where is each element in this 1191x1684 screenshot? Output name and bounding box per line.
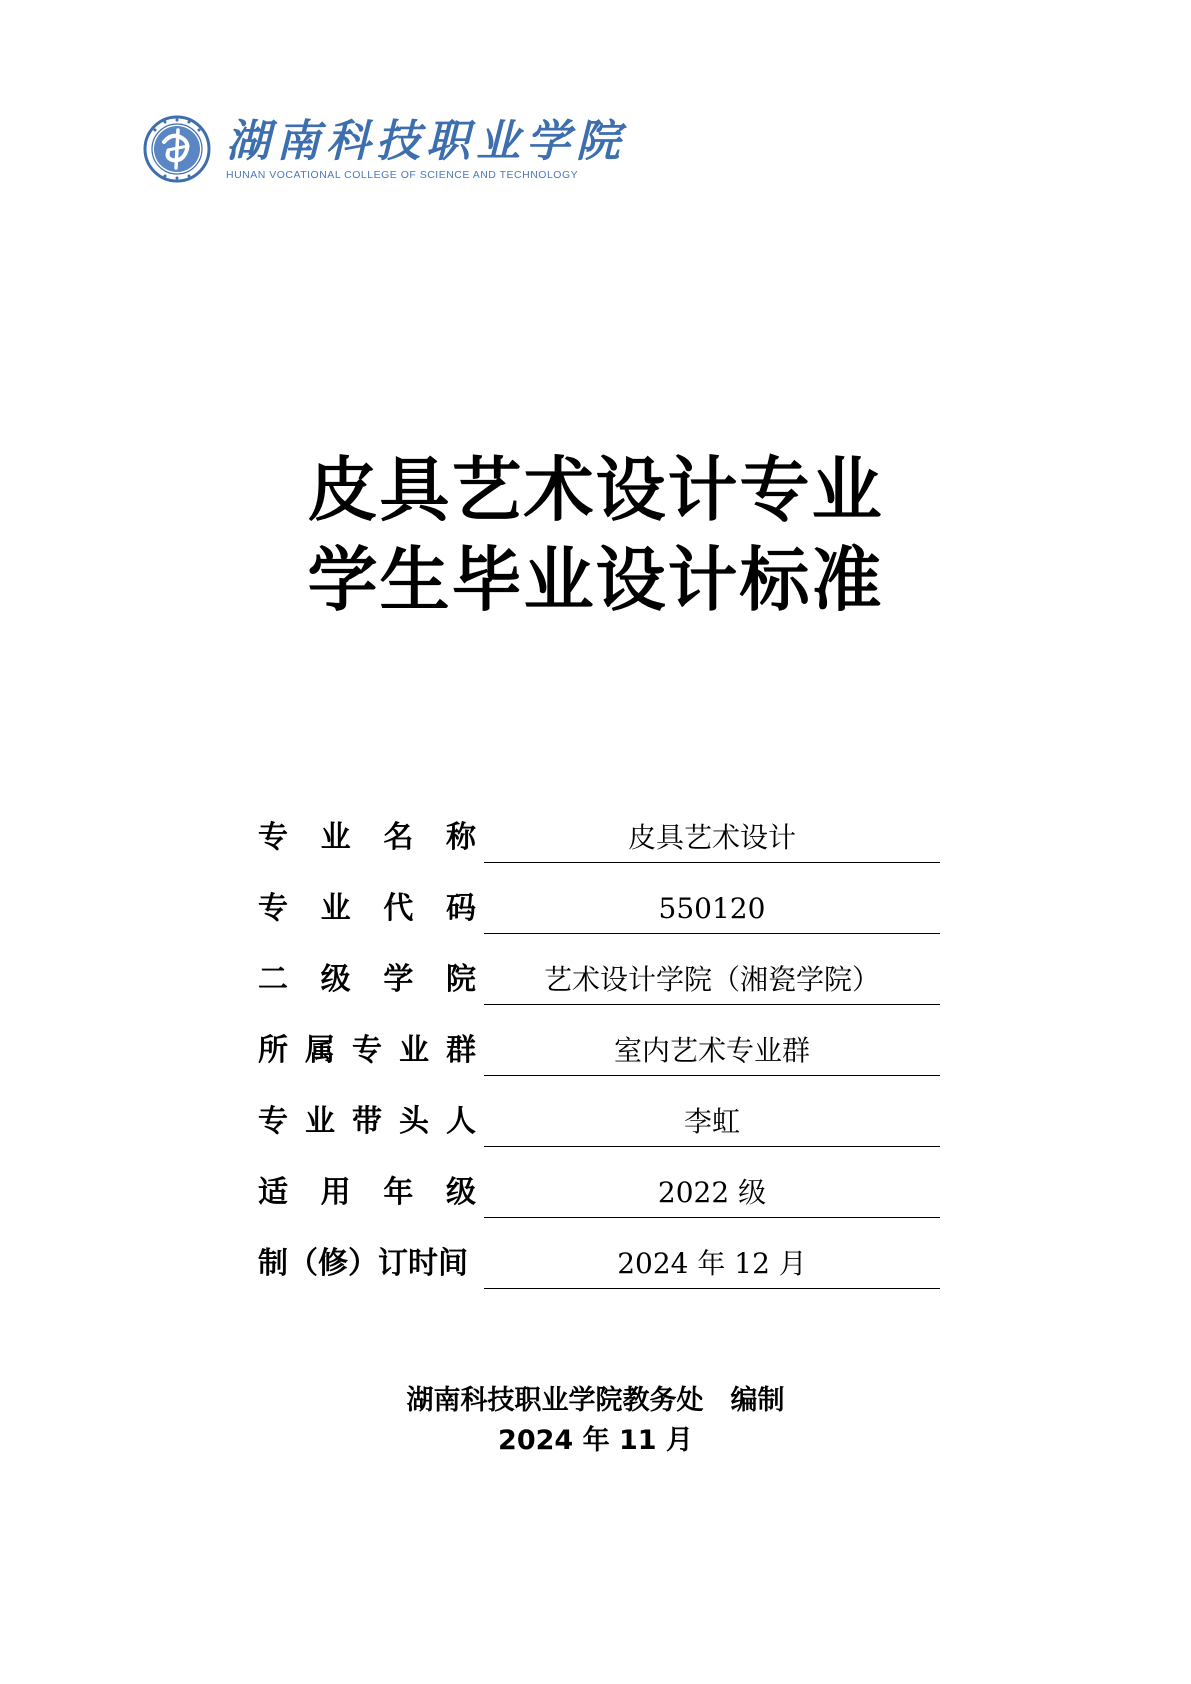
info-label — [258, 1031, 476, 1071]
info-value: 2022 级 — [484, 1173, 940, 1218]
info-label-char: 属 — [305, 1033, 335, 1068]
info-label-char: 年 — [383, 1175, 414, 1210]
info-label-char: 学 — [383, 962, 414, 997]
college-name-en: HUNAN VOCATIONAL COLLEGE OF SCIENCE AND TECHNOLOGY — [226, 169, 579, 181]
issue-date: 2024 年 11 月 — [498, 1425, 693, 1456]
info-label-char: 人 — [446, 1104, 476, 1139]
college-logo-text — [226, 117, 626, 181]
info-label — [258, 1102, 476, 1142]
info-label-char: 群 — [446, 1033, 476, 1068]
info-label-char: 二 — [258, 962, 288, 997]
info-label-char: 业 — [399, 1033, 429, 1068]
info-row — [258, 1021, 940, 1092]
info-label-char: 业 — [320, 820, 351, 855]
info-row — [258, 808, 940, 879]
info-label-char: 码 — [445, 891, 476, 926]
info-label-char: 名 — [383, 820, 414, 855]
info-label-char: 带 — [352, 1104, 382, 1139]
info-value: 550120 — [484, 889, 940, 934]
info-label-char: 专 — [258, 1104, 288, 1139]
info-label-char: 用 — [320, 1175, 351, 1210]
document-title — [0, 445, 1191, 625]
info-label-char: 制（修）订时间 — [258, 1246, 468, 1281]
info-label-char: 适 — [258, 1175, 288, 1210]
info-label — [258, 1173, 476, 1213]
info-label-char: 头 — [399, 1104, 429, 1139]
document-footer — [0, 1381, 1191, 1461]
info-row — [258, 950, 940, 1021]
info-table — [258, 808, 940, 1305]
info-label-char: 专 — [352, 1033, 382, 1068]
college-emblem-icon — [142, 112, 212, 186]
issuer-line: 湖南科技职业学院教务处 编制 — [406, 1385, 785, 1416]
info-row — [258, 1163, 940, 1234]
info-value: 2024 年 12 月 — [484, 1244, 940, 1289]
college-logo — [142, 112, 626, 186]
info-label-char: 代 — [383, 891, 414, 926]
info-label — [258, 960, 476, 1000]
info-label-char: 所 — [258, 1033, 288, 1068]
info-row — [258, 1092, 940, 1163]
info-value: 艺术设计学院（湘瓷学院） — [484, 960, 940, 1005]
info-label-char: 专 — [258, 820, 288, 855]
info-label — [258, 818, 476, 858]
title-line-1: 皮具艺术设计专业 — [307, 449, 884, 531]
info-label-char: 级 — [320, 962, 351, 997]
info-label-char: 专 — [258, 891, 288, 926]
info-row — [258, 879, 940, 950]
info-label-char: 级 — [445, 1175, 476, 1210]
title-line-2: 学生毕业设计标准 — [307, 539, 884, 621]
info-row — [258, 1234, 940, 1305]
info-label — [258, 1244, 476, 1284]
college-name-cn: 湖南科技职业学院 — [226, 116, 626, 167]
info-value: 室内艺术专业群 — [484, 1031, 940, 1076]
info-label — [258, 889, 476, 929]
info-label-char: 业 — [320, 891, 351, 926]
info-label-char: 称 — [445, 820, 476, 855]
info-value: 皮具艺术设计 — [484, 818, 940, 863]
info-value: 李虹 — [484, 1102, 940, 1147]
info-label-char: 院 — [445, 962, 476, 997]
info-label-char: 业 — [305, 1104, 335, 1139]
